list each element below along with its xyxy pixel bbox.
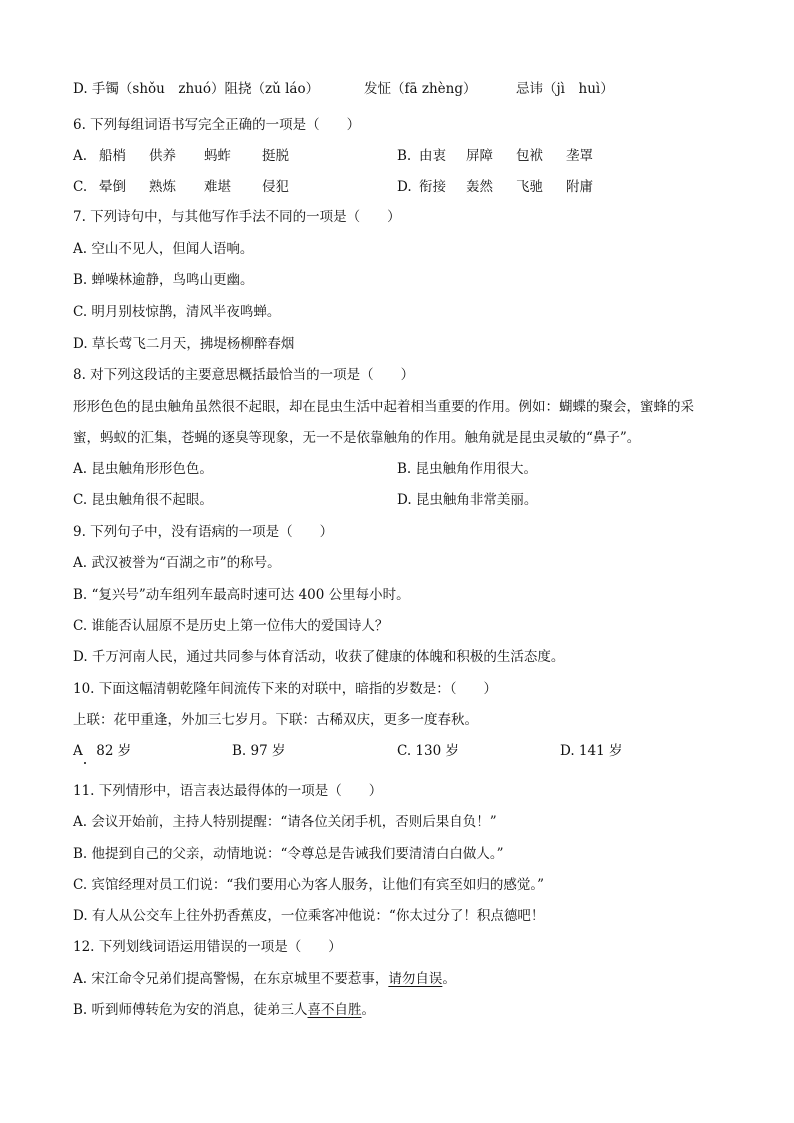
q12-option-a-text: A. 宋江命令兄弟们提高警惕，在东京城里不要惹事，	[73, 971, 389, 987]
q8-passage-line: 蜜，蚂蚁的汇集，苍蝇的逐臭等现象，无一不是依靠触角的作用。触角就是昆虫灵敏的“鼻子”。	[73, 430, 641, 446]
q9-option-d: D. 千万河南人民，通过共同参与体育活动，收获了健康的体魄和积极的生活态度。	[73, 649, 565, 665]
q10-couplet: 上联：花甲重逢，外加三七岁月。下联：古稀双庆，更多一度春秋。	[73, 712, 478, 728]
q5-option-d-word4: 忌讳（jì huì）	[516, 81, 614, 97]
q8-option-c: C. 昆虫触角很不起眼。	[73, 492, 213, 508]
q11-option-a: A. 会议开始前，主持人特别提醒：“请各位关闭手机，否则后果自负！”	[73, 814, 497, 830]
q11-option-c: C. 宾馆经理对员工们说：“我们要用心为客人服务，让他们有宾至如归的感觉。”	[73, 877, 544, 893]
q8-option-d: D. 昆虫触角非常美丽。	[397, 492, 538, 508]
q7-option-a: A. 空山不见人，但闻人语响。	[73, 241, 254, 257]
q6-option-a-word: 挺脱	[262, 148, 289, 164]
q6-option-a-label: A.	[73, 148, 88, 164]
q6-option-a-word: 供养	[149, 148, 176, 164]
q8-passage-line: 形形色色的昆虫触角虽然很不起眼，却在昆虫生活中起着相当重要的作用。例如：蝴蝶的聚会，蜜蜂的采	[73, 399, 694, 415]
q8-option-b: B. 昆虫触角作用很大。	[397, 461, 538, 477]
q6-option-d-label: D.	[397, 179, 412, 195]
q6-option-c-label: C.	[73, 179, 88, 195]
q12-option-a-underlined: 请勿自误	[388, 971, 443, 987]
q5-option-d	[73, 80, 319, 98]
q6-option-d-word: 轰然	[466, 179, 493, 195]
q12-option-b-underlined: 喜不自胜	[307, 1002, 362, 1018]
q6-option-b-label: B.	[397, 148, 412, 164]
q6-option-c-word: 晕倒	[99, 179, 126, 195]
q12-option-b-text: B. 听到师傅转危为安的消息，徒弟三人	[73, 1002, 308, 1018]
q12-stem: 12. 下列划线词语运用错误的一项是（ ）	[73, 939, 342, 955]
q6-option-c-word: 难堪	[204, 179, 231, 195]
q11-option-d: D. 有人从公交车上往外扔香蕉皮，一位乘客冲他说：“你太过分了！积点德吧！	[73, 908, 545, 924]
q6-option-c-word: 熟炼	[149, 179, 176, 195]
q7-option-b: B. 蝉噪林逾静，鸟鸣山更幽。	[73, 272, 254, 288]
q6-option-a-word: 蚂蚱	[204, 148, 231, 164]
q6-option-d-word: 飞驰	[516, 179, 543, 195]
q6-option-d-word: 附庸	[566, 179, 593, 195]
q9-stem: 9. 下列句子中，没有语病的一项是（ ）	[73, 524, 334, 540]
q12-option-b-end: 。	[361, 1002, 376, 1018]
q12-option-a	[73, 970, 456, 988]
q6-option-a-word: 船梢	[99, 148, 126, 164]
q12-option-b	[73, 1001, 375, 1019]
q7-option-c: C. 明月别枝惊鹊，清风半夜鸣蝉。	[73, 304, 281, 320]
q5-option-d-label: D. 手镯（shǒu zhuó）阻挠（zǔ láo）	[73, 81, 320, 97]
q10-option-a: A 82 岁	[73, 743, 132, 759]
q11-option-b: B. 他提到自己的父亲，动情地说：“令尊总是告诫我们要清清白白做人。”	[73, 846, 504, 862]
q6-option-b-word: 由衷	[419, 148, 446, 164]
q8-option-a: A. 昆虫触角形形色色。	[73, 461, 213, 477]
q6-stem: 6. 下列每组词语书写完全正确的一项是（ ）	[73, 117, 361, 133]
q6-option-b-word: 垄罩	[566, 148, 593, 164]
q10-option-c: C. 130 岁	[397, 743, 459, 759]
q6-option-b-word: 屏障	[466, 148, 493, 164]
q12-option-a-end: 。	[442, 971, 456, 987]
q10-option-b: B. 97 岁	[232, 743, 286, 759]
q8-stem: 8. 对下列这段话的主要意思概括最恰当的一项是（ ）	[73, 367, 415, 383]
q7-stem: 7. 下列诗句中，与其他写作手法不同的一项是（ ）	[73, 209, 401, 225]
q9-option-a: A. 武汉被誉为“百湖之市”的称号。	[73, 555, 281, 571]
q5-option-d-word3: 发怔（fā zhèng）	[364, 81, 477, 97]
stray-dot-mark	[84, 762, 86, 764]
q10-stem: 10. 下面这幅清朝乾隆年间流传下来的对联中，暗指的岁数是：（ ）	[73, 681, 498, 697]
q6-option-d-word: 衔接	[419, 179, 446, 195]
q6-option-c-word: 侵犯	[262, 179, 289, 195]
q9-option-c: C. 谁能否认屈原不是历史上第一位伟大的爱国诗人？	[73, 618, 389, 634]
q10-option-d: D. 141 岁	[560, 743, 623, 759]
q7-option-d: D. 草长莺飞二月天，拂堤杨柳醉春烟	[73, 336, 295, 352]
q6-option-b-word: 包袱	[516, 148, 543, 164]
q9-option-b: B. “复兴号”动车组列车最高时速可达 400 公里每小时。	[73, 587, 410, 603]
q11-stem: 11. 下列情形中，语言表达最得体的一项是（ ）	[73, 783, 383, 799]
